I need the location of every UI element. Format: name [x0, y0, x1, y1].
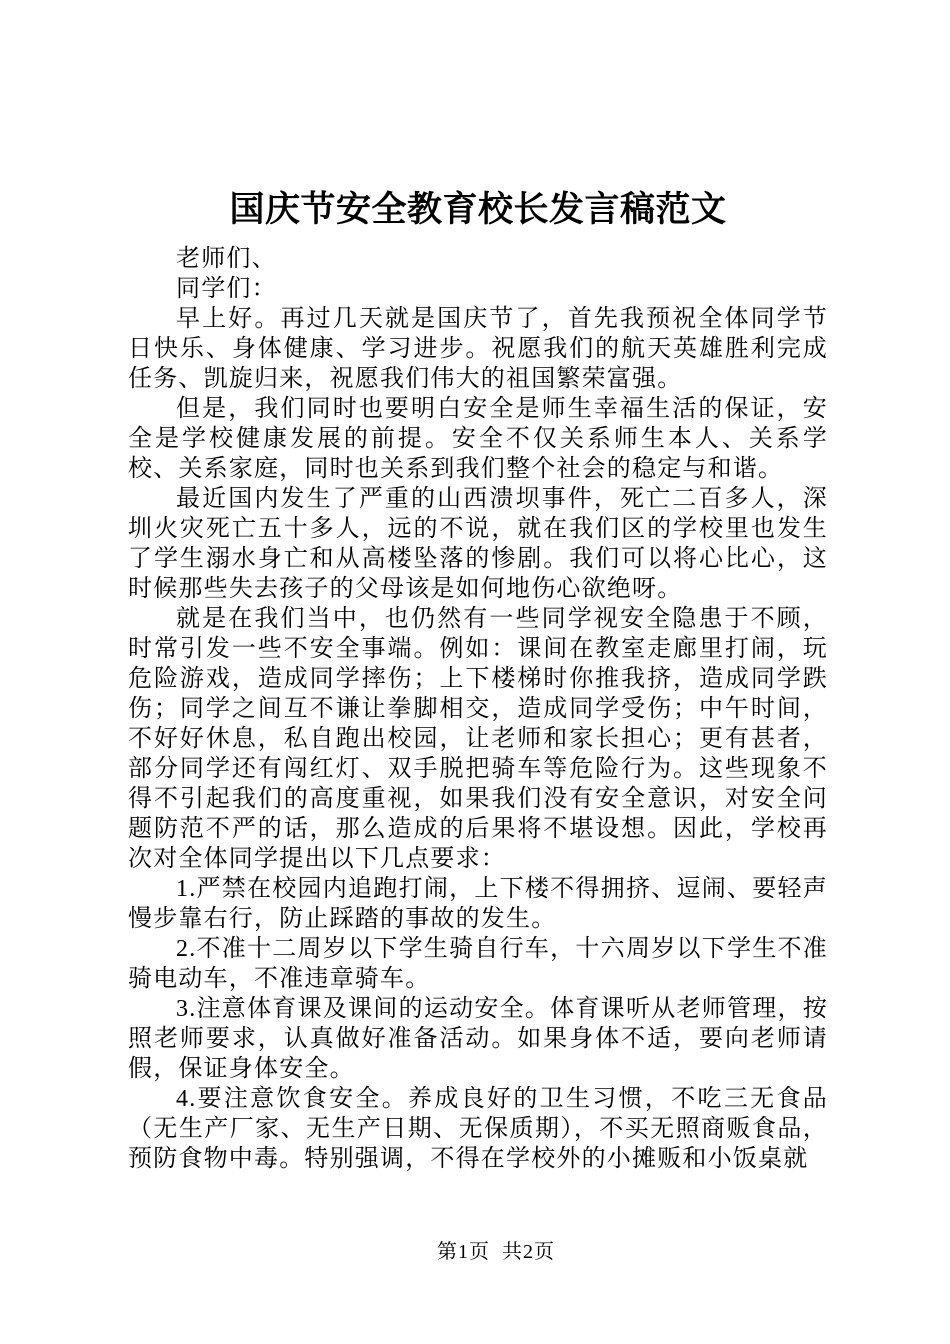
page-number-footer: 第1页 共2页 — [437, 1241, 555, 1263]
paragraph-safety-importance: 但是，我们同时也要明白安全是师生幸福生活的保证，安全是学校健康发展的前提。安全不仅关系师生本人、关系学校、关系家庭，同时也关系到我们整个社会的稳定与和谐。 — [128, 396, 828, 482]
paragraph-salutation-students: 同学们： — [176, 276, 277, 302]
paragraph-greeting: 早上好。再过几天就是国庆节了，首先我预祝全体同学节日快乐、身体健康、学习进步。祝愿我们的航天英雄胜利完成任务、凯旋归来，祝愿我们伟大的祖国繁荣富强。 — [128, 306, 828, 392]
document-body — [128, 186, 828, 1174]
paragraph-unsafe-behaviors: 就是在我们当中，也仍然有一些同学视安全隐患于不顾，时常引发一些不安全事端。例如：课间在教室走廊里打闹，玩危险游戏，造成同学摔伤；上下楼梯时你推我挤，造成同学跌伤；同学之间互不谦让拳脚相交，造成同学受伤；中午时间，不好好休息，私自跑出校园，让老师和家长担心；更有甚者，部分同学还有闯红灯、双手脱把骑车等危险行为。这些现象不得不引起我们的高度重视，如果我们没有安全意识，对安全问题防范不严的话，那么造成的后果将不堪设想。因此，学校再次对全体同学提出以下几点要求： — [128, 606, 828, 872]
paragraph-rule-2: 2.不准十二周岁以下学生骑自行车，十六周岁以下学生不准骑电动车，不准违章骑车。 — [128, 936, 828, 992]
paragraph-rule-4: 4.要注意饮食安全。养成良好的卫生习惯，不吃三无食品（无生产厂家、无生产日期、无保质期），不买无照商贩食品，预防食物中毒。特别强调，不得在学校外的小摊贩和小饭桌就 — [128, 1086, 828, 1172]
paragraph-recent-accidents: 最近国内发生了严重的山西溃坝事件，死亡二百多人，深圳火灾死亡五十多人，远的不说，就在我们区的学校里也发生了学生溺水身亡和从高楼坠落的惨剧。我们可以将心比心，这时候那些失去孩子的父母该是如何地伤心欲绝呀。 — [128, 486, 828, 602]
paragraph-rule-1: 1.严禁在校园内追跑打闹，上下楼不得拥挤、逗闹、要轻声慢步靠右行，防止踩踏的事故的发生。 — [128, 876, 828, 932]
paragraph-salutation-teachers: 老师们、 — [176, 246, 277, 272]
document-title: 国庆节安全教育校长发言稿范文 — [229, 190, 727, 229]
paragraph-rule-3: 3.注意体育课及课间的运动安全。体育课听从老师管理，按照老师要求，认真做好准备活动。如果身体不适，要向老师请假，保证身体安全。 — [128, 996, 828, 1082]
